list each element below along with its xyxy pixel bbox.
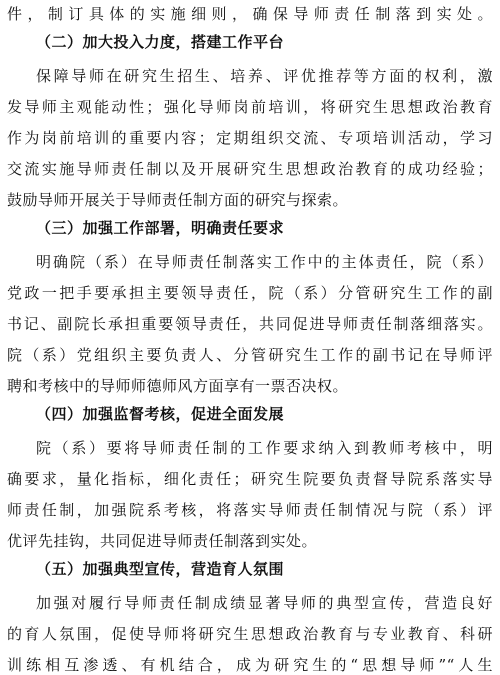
section-heading-4: （四）加强监督考核，促进全面发展 (36, 405, 285, 423)
section-heading-3: （三）加强工作部署，明确责任要求 (36, 219, 285, 237)
body-text-line: 件，制订具体的实施细则，确保导师责任制落到实处。 (7, 5, 493, 23)
body-text-line: 交流实施导师责任制以及开展研究生思想政治教育的成功经验； (7, 160, 493, 178)
body-text-line: 鼓励导师开展关于导师责任制方面的研究与探索。 (7, 191, 349, 209)
section-heading-5: （五）加强典型宣传，营造育人氛围 (36, 560, 285, 578)
body-text-line: 发导师主观能动性；强化导师岗前培训，将研究生思想政治教育 (7, 98, 493, 116)
body-text-line: 师责任制，加强院系考核，将落实导师责任制情况与院（系）评 (7, 501, 493, 519)
body-text-line: 党政一把手要承担主要领导责任，院（系）分管研究生工作的副 (7, 284, 493, 302)
body-text-line: 作为岗前培训的重要内容；定期组织交流、专项培训活动，学习 (7, 129, 493, 147)
body-text-line: 聘和考核中的导师师德师风方面享有一票否决权。 (7, 377, 349, 395)
body-text-line: 优评先挂钩，共同促进导师责任制落到实处。 (7, 532, 318, 550)
body-text-line: 确要求，量化指标，细化责任；研究生院要负责督导院系落实导 (7, 470, 493, 488)
body-text-line: 书记、副院长承担重要领导责任，共同促进导师责任制落细落实。 (7, 315, 493, 333)
body-text-line: 院（系）党组织主要负责人、分管研究生工作的副书记在导师评 (7, 346, 493, 364)
body-text-line: 训练相互渗透、有机结合，成为研究生的“思想导师”“人生 (7, 656, 493, 674)
body-text-line: 明确院（系）在导师责任制落实工作中的主体责任，院（系） (36, 253, 493, 271)
body-text-line: 院（系）要将导师责任制的工作要求纳入到教师考核中，明 (36, 439, 493, 457)
section-heading-2: （二）加大投入力度，搭建工作平台 (36, 33, 285, 51)
body-text-line: 的育人氛围，促使导师将研究生思想政治教育与专业教育、科研 (7, 625, 493, 643)
body-text-line: 保障导师在研究生招生、培养、评优推荐等方面的权利，激 (36, 67, 493, 85)
body-text-line: 加强对履行导师责任制成绩显著导师的典型宣传，营造良好 (36, 594, 493, 612)
